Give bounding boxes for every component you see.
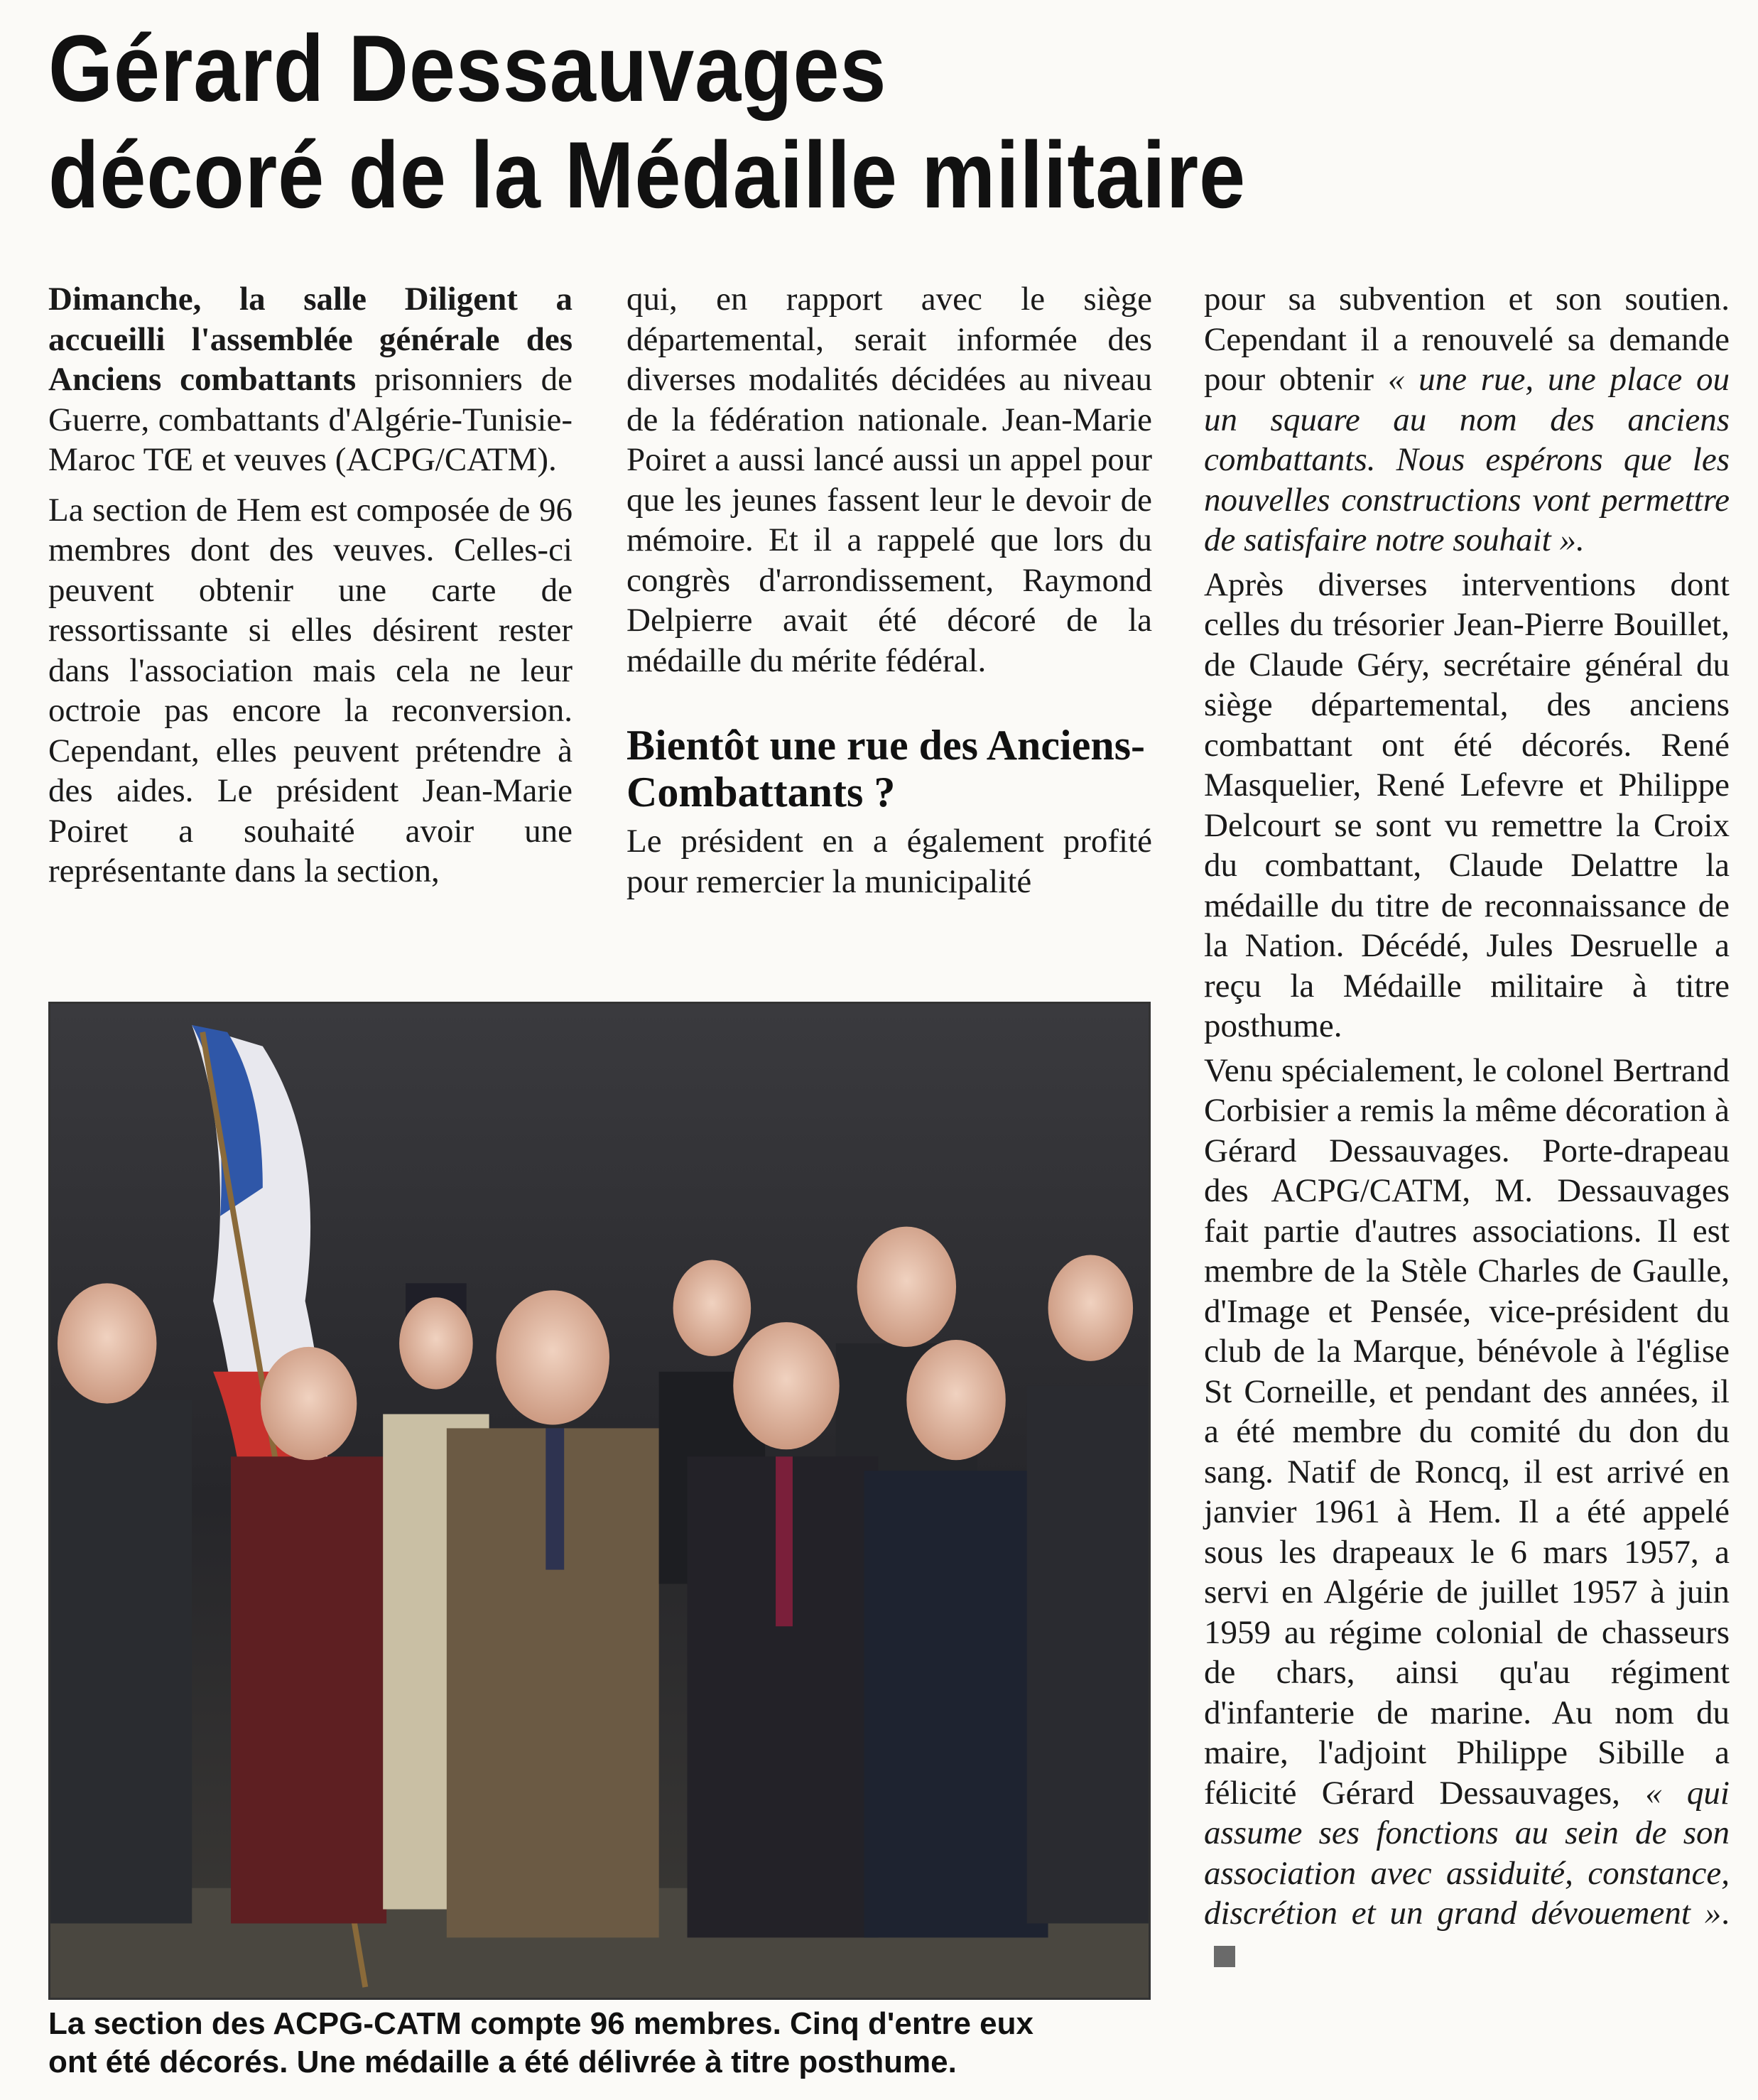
- article-title-line-1: Gérard Dessauvages: [48, 16, 887, 121]
- paragraph-federation: qui, en rapport avec le siège départemental, serait informée des diverses modalités décidées au niveau de la fédération nationale. Jean-Marie Poiret a aussi lancé aussi un appel pour que les jeunes fassent leur le devoir de mémoire. Et il a rappelé que lors du congrès d'arrondissement, Raymond Delpierre avait été décoré de la médaille du mérite fédéral.: [626, 281, 1152, 679]
- street-request-text: pour sa subvention et son soutien. Cependant il a renouvelé sa demande pour obtenir: [1204, 281, 1730, 398]
- section-subheading: Bientôt une rue des Anciens-Combattants ?: [626, 722, 1146, 816]
- lead-bold-text: Dimanche, la salle Diligent a accueilli l'assemblée générale des Anciens combattants: [48, 281, 573, 398]
- article-title: [48, 16, 1536, 229]
- group-photo-illustration: [50, 1004, 1149, 1998]
- paragraph-decorations: Après diverses interventions dont celles du trésorier Jean-Pierre Bouillet, de Claude Géry, secrétaire général du siège départemental, des anciens combattant ont été décorés. René Masquelier, René Lefevre et Philippe Delcourt se sont vu remettre la Croix du combattant, Claude Delattre la médaille du titre de reconnaissance de la Nation. Décédé, Jules Desruelle a reçu la Médaille militaire à titre posthume.: [1204, 565, 1730, 1044]
- photo-caption: [48, 2005, 1156, 2082]
- article-column-1: [48, 279, 573, 892]
- bio-text: Venu spécialement, le colonel Bertrand Corbisier a remis la même décoration à Gérard Dessauvages. Porte-drapeau des ACPG/CATM, M. Dessauvages fait partie d'autres associations. Il est membre de la Stèle Charles de Gaulle, d'Image et Pensée, vice-président du club de la Marque, bénévole à l'église St Corneille, et pendant des années, il a été membre du comité du don du sang. Natif de Roncq, il est arrivé en janvier 1961 à Hem. Il a été appelé sous les drapeaux le 6 mars 1957, a servi en Algérie de juillet 1957 à juin 1959 au régime colonial de chasseurs de chars, ainsi qu'au régiment d'infanterie de marine. Au nom du maire, l'adjoint Philippe Sibille a félicité Gérard Dessauvages,: [1204, 1051, 1730, 1812]
- street-request-quote: « une rue, une place ou un square au nom des anciens combattants. Nous espérons que les nouvelles constructions vont permettre de satisfaire notre souhait ».: [1204, 361, 1730, 558]
- lead-regular-text: prisonniers de Guerre, combattants d'Algérie-Tunisie-Maroc TŒ et veuves (ACPG/CATM).: [48, 361, 573, 478]
- group-photo: [48, 1002, 1151, 2000]
- paragraph-section-members: La section de Hem est composée de 96 membres dont des veuves. Celles-ci peuvent obtenir une carte de ressortissante si elles désirent rester dans l'association mais cela ne leur octroie pas encore la reconversion. Cependant, elles peuvent prétendre à des aides. Le président Jean-Marie Poiret a souhaité avoir une représentante dans la section,: [48, 491, 573, 889]
- caption-line-2: ont été décorés. Une médaille a été délivrée à titre posthume.: [48, 2045, 957, 2079]
- paragraph-president-thanks: Le président en a également profité pour remercier la municipalité: [626, 823, 1152, 900]
- bio-end: .: [1721, 1895, 1730, 1932]
- paragraph-street-request: [1204, 279, 1730, 561]
- bio-quote: « qui assume ses fonctions au sein de son association avec assiduité, constance, discrétion et un grand dévouement »: [1204, 1774, 1730, 1932]
- article-column-3: [1204, 279, 1730, 1974]
- caption-line-1: La section des ACPG-CATM compte 96 membres. Cinq d'entre eux: [48, 2006, 1033, 2041]
- end-of-article-mark: [1214, 1946, 1235, 1967]
- lead-paragraph: [48, 279, 573, 480]
- paragraph-dessauvages-bio: [1204, 1051, 1730, 1974]
- article-title-line-2: décoré de la Médaille militaire: [48, 123, 1247, 228]
- article-column-2: [626, 279, 1152, 902]
